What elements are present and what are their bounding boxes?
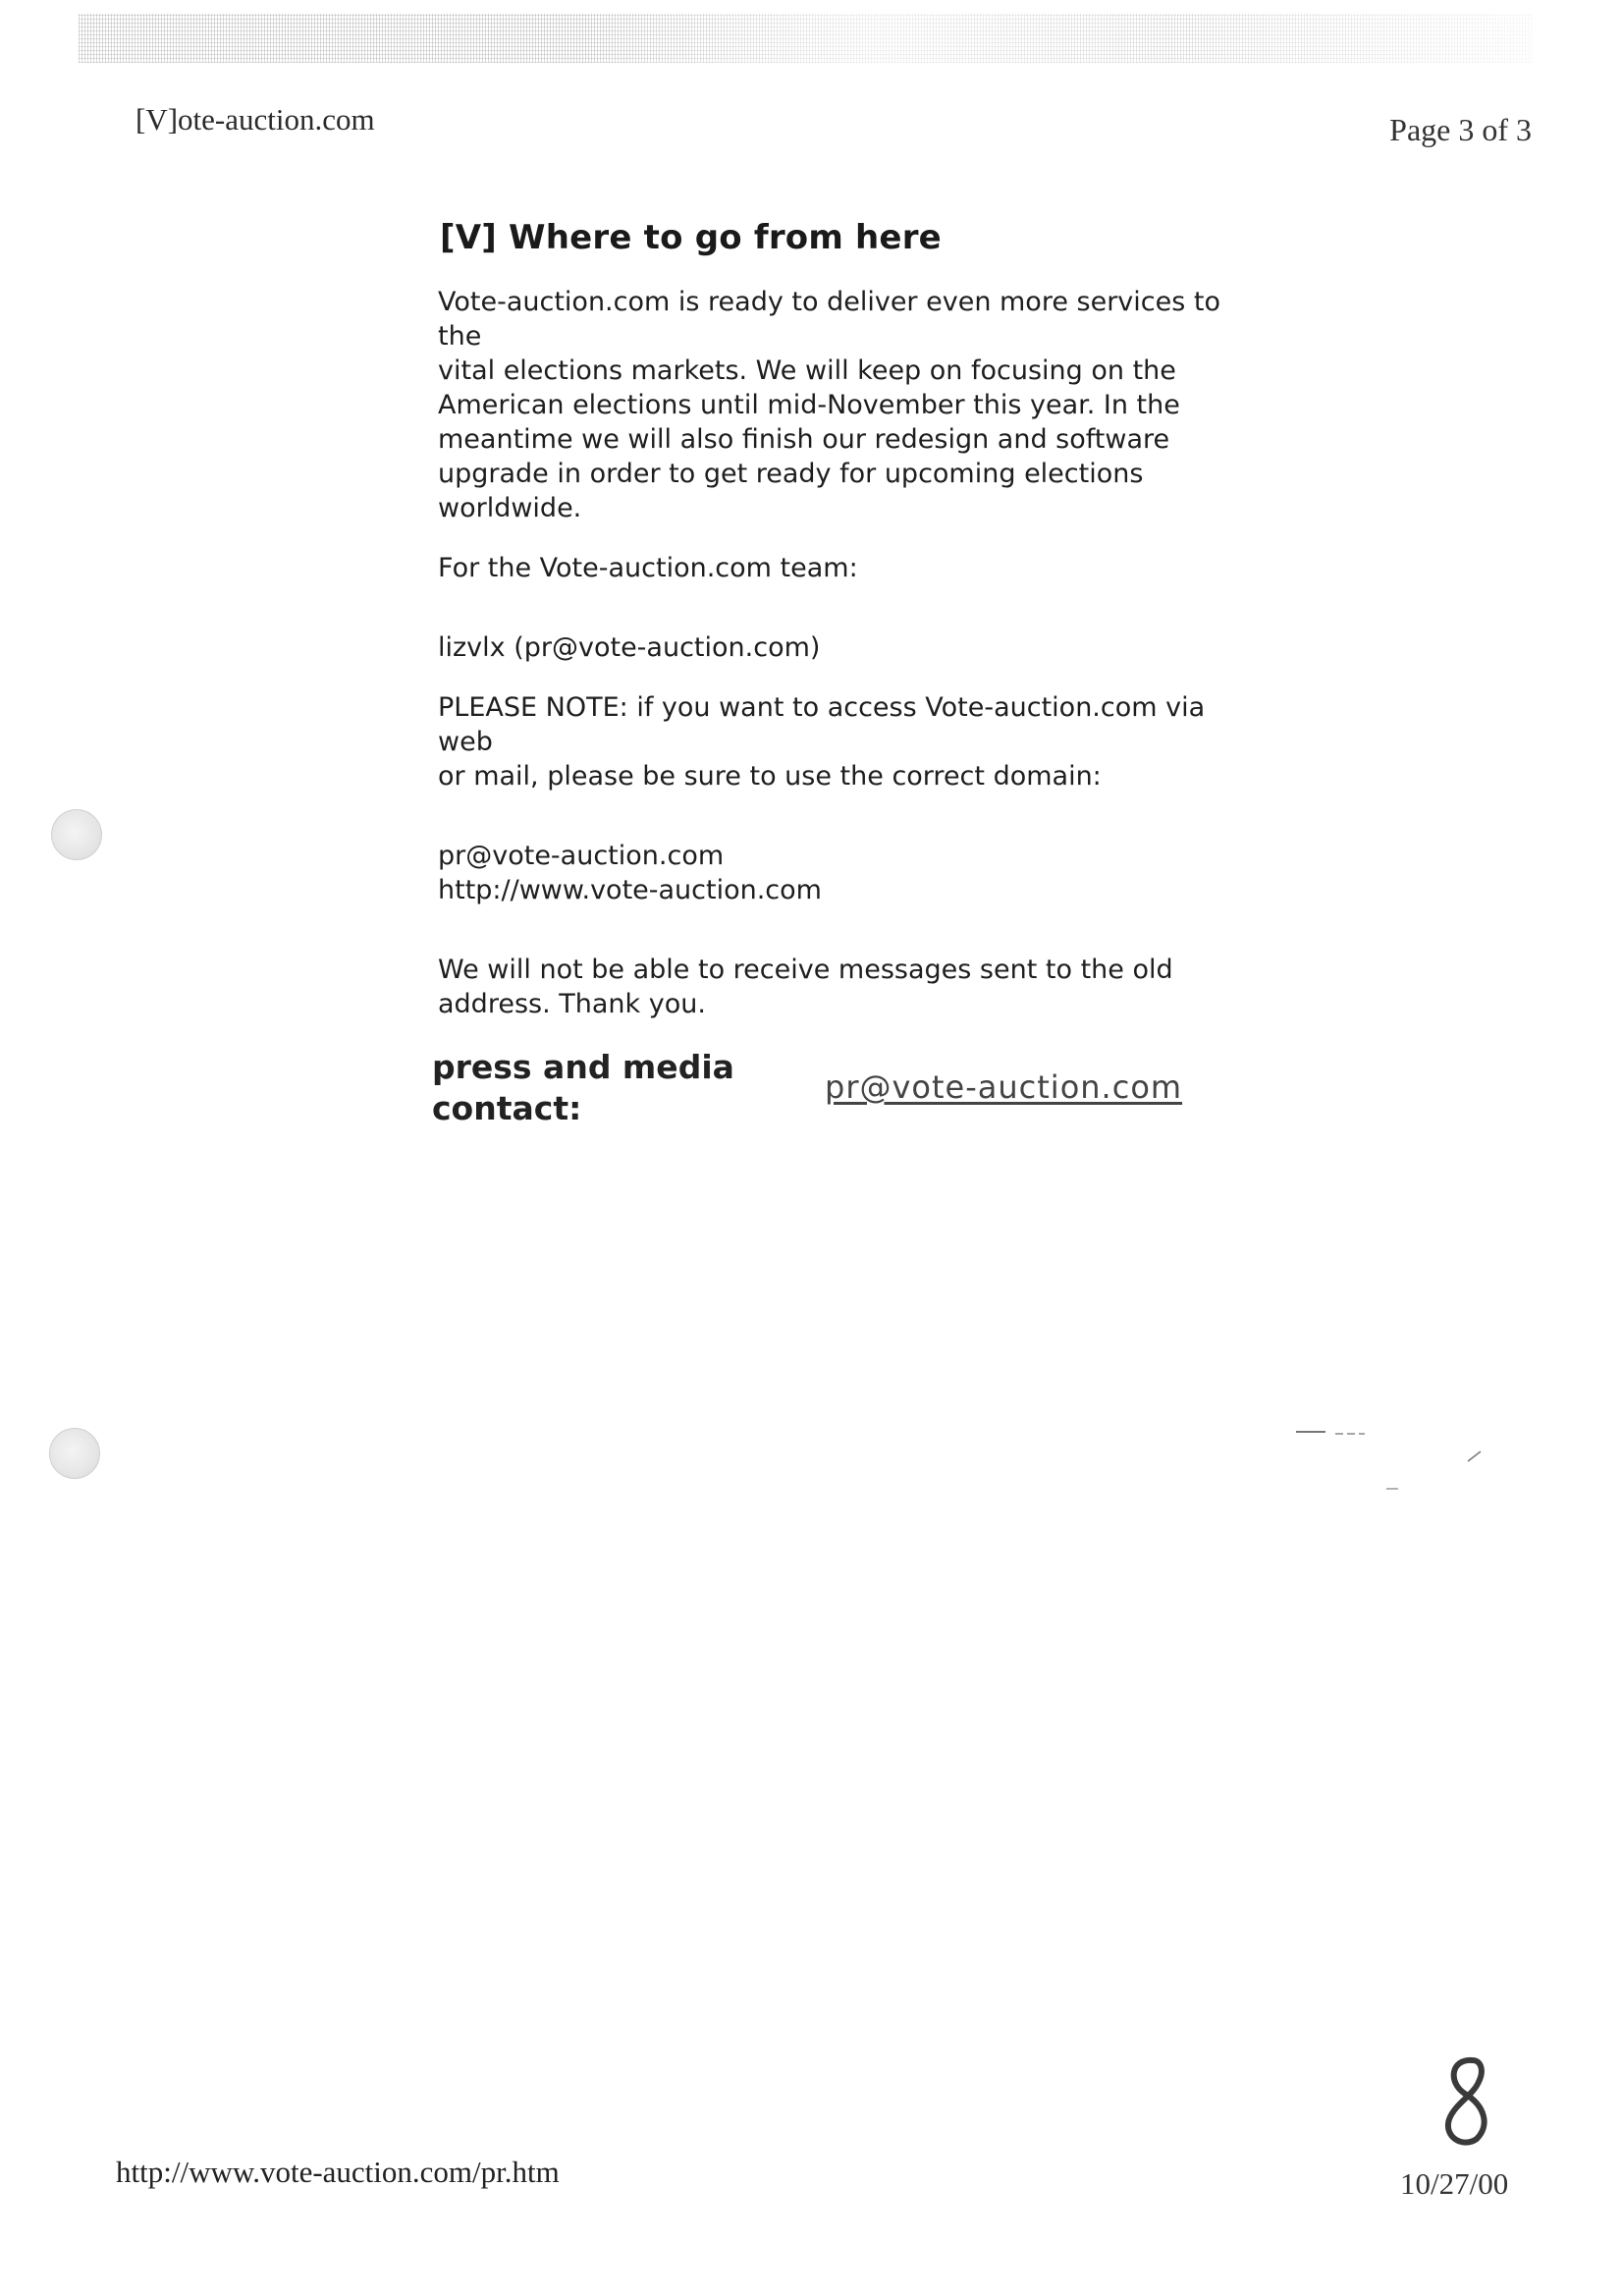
- handwritten-page-number: [1433, 2052, 1502, 2151]
- press-contact: [432, 1047, 1247, 1135]
- domain-email: pr@vote-auction.com: [438, 841, 725, 871]
- section-heading: [V] Where to go from here: [440, 218, 942, 257]
- paragraph-services: [438, 285, 1247, 525]
- footer-url: http://www.vote-auction.com/pr.htm: [116, 2155, 560, 2189]
- punch-hole-bottom: [49, 1428, 100, 1479]
- scan-artifact-band: [79, 14, 1532, 63]
- paragraph-line: meantime we will also finish our redesign and software: [438, 424, 1170, 455]
- press-release-body: [432, 218, 1247, 1135]
- stray-marks: [1296, 1424, 1492, 1512]
- domain-web: http://www.vote-auction.com: [438, 875, 822, 905]
- paragraph-line: worldwide.: [438, 493, 582, 523]
- domain-list: [438, 839, 1247, 907]
- press-contact-label-line: press and media: [432, 1048, 734, 1086]
- note-line: PLEASE NOTE: if you want to access Vote-auction.com via web: [438, 692, 1206, 757]
- footer-date: 10/27/00: [1400, 2166, 1509, 2201]
- press-contact-email-link[interactable]: pr@vote-auction.com: [825, 1068, 1183, 1106]
- paragraph-line: vital elections markets. We will keep on focusing on the: [438, 355, 1176, 386]
- paragraph-line: Vote-auction.com is ready to deliver even more services to the: [438, 287, 1221, 352]
- closing-note: [438, 953, 1247, 1021]
- signature: lizvlx (pr@vote-auction.com): [438, 632, 821, 663]
- closing-line: address. Thank you.: [438, 989, 706, 1019]
- team-line: For the Vote-auction.com team:: [438, 553, 858, 583]
- paragraph-line: American elections until mid-November this year. In the: [438, 390, 1180, 420]
- paragraph-line: upgrade in order to get ready for upcoming elections: [438, 459, 1144, 489]
- closing-line: We will not be able to receive messages sent to the old: [438, 955, 1173, 985]
- domain-note: [438, 690, 1247, 793]
- stray-mark: [1468, 1451, 1481, 1461]
- press-contact-label: [432, 1047, 734, 1129]
- page-indicator: Page 3 of 3: [1389, 112, 1532, 147]
- note-line: or mail, please be sure to use the correct domain:: [438, 761, 1102, 792]
- punch-hole-top: [51, 809, 102, 860]
- press-contact-label-line: contact:: [432, 1089, 582, 1127]
- header-site-title: [V]ote-auction.com: [135, 102, 375, 137]
